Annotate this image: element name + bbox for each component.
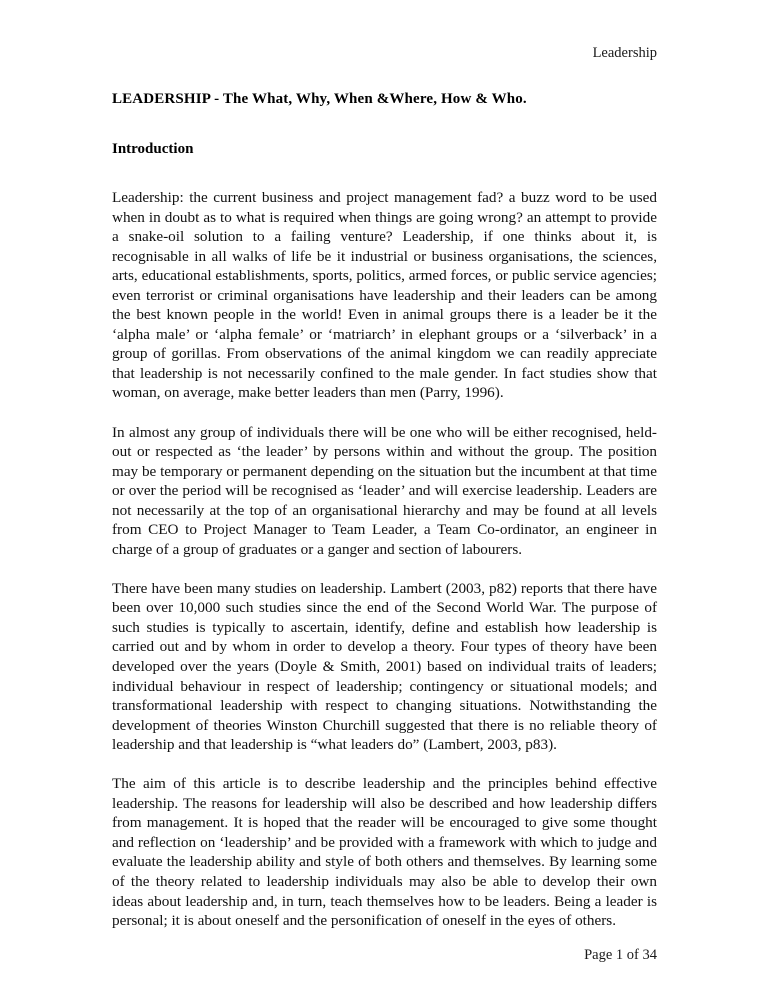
body-paragraph: There have been many studies on leadership. Lambert (2003, p82) reports that there have been over 10,000 such studies since the end of the Second World War. The purpose of such studies is typically to ascertain, identify, define and establish how leadership is carried out and by whom in order to develop a theory. Four types of theory have been developed over the years (Doyle & Smith, 2001) based on individual traits of leaders; individual behaviour in respect of leadership; contingency or situational models; and transformational leadership with respect to changing situations. Notwithstanding the development of theories Winston Churchill suggested that there is no reliable theory of leadership and that leadership is “what leaders do” (Lambert, 2003, p83). bbox=[112, 579, 657, 754]
page-title: LEADERSHIP - The What, Why, When &Where, How & Who. bbox=[112, 91, 527, 107]
body-paragraph: Leadership: the current business and project management fad? a buzz word to be used when in doubt as to what is required when things are going wrong? an attempt to provide a snake-oil solution to a failing venture? Leadership, if one thinks about it, is recognisable in all walks of life be it industrial or business organisations, the sciences, arts, educational establishments, sports, politics, armed forces, or public service agencies; even terrorist or criminal organisations have leadership and their leaders can be among the best known people in the world! Even in animal groups there is a leader be it the ‘alpha male’ or ‘alpha female’ or ‘matriarch’ in elephant groups or a ‘silverback’ in a group of gorillas. From observations of the animal kingdom we can readily appreciate that leadership is not necessarily confined to the male gender. In fact studies show that woman, on average, make better leaders than men (Parry, 1996). bbox=[112, 189, 657, 402]
section-heading-introduction: Introduction bbox=[112, 141, 194, 157]
document-body bbox=[112, 89, 657, 931]
body-paragraph: In almost any group of individuals there will be one who will be either recognised, held-out or respected as ‘the leader’ by persons within and without the group. The position may be temporary or permanent depending on the situation but the incumbent at that time or over the period will be recognised as ‘leader’ and will exercise leadership. Leaders are not necessarily at the top of an organisational hierarchy and may be found at all levels from CEO to Project Manager to Team Leader, a Team Co-ordinator, an engineer in charge of a group of graduates or a ganger and section of labourers. bbox=[112, 423, 657, 558]
running-header: Leadership bbox=[592, 45, 657, 61]
body-paragraph: The aim of this article is to describe leadership and the principles behind effective leadership. The reasons for leadership will also be described and how leadership differs from management. It is hoped that the reader will be encouraged to give some thought and reflection on ‘leadership’ and be provided with a framework with which to judge and evaluate the leadership ability and style of both others and themselves. By learning some of the theory related to leadership individuals may also be able to develop their own ideas about leadership and, in turn, teach themselves how to be leaders. Being a leader is personal; it is about oneself and the personification of oneself in the eyes of others. bbox=[112, 775, 657, 930]
page-footer: Page 1 of 34 bbox=[584, 947, 657, 963]
